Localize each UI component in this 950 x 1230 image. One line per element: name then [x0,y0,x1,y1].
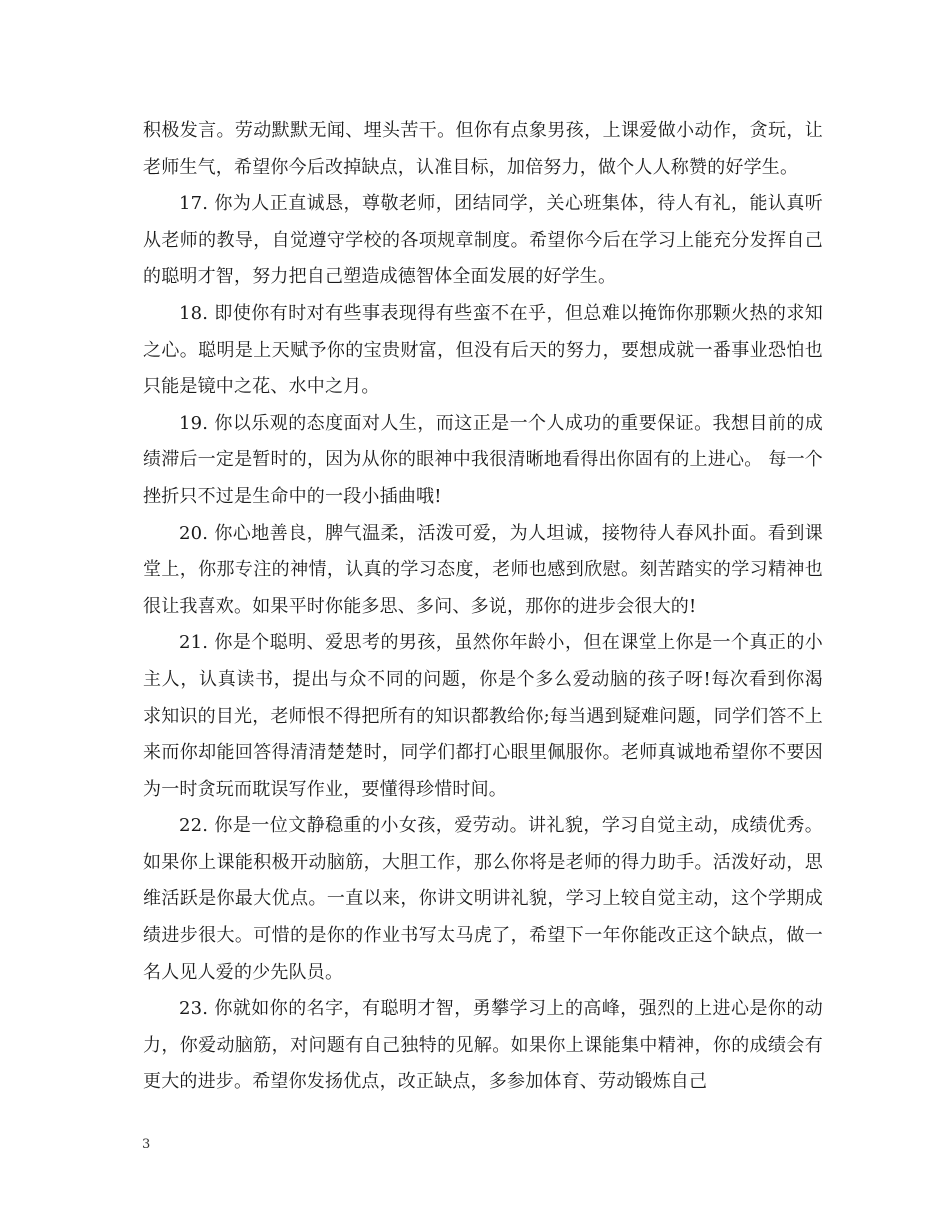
document-body [143,113,823,1101]
paragraph-continuation: 积极发言。劳动默默无闻、埋头苦干。但你有点象男孩，上课爱做小动作，贪玩，让老师生气，希望你今后改掉缺点，认准目标，加倍努力，做个人人称赞的好学生。 [143,120,823,178]
paragraph-item-22: 22. 你是一位文静稳重的小女孩，爱劳动。讲礼貌，学习自觉主动，成绩优秀。如果你上课能积极开动脑筋，大胆工作，那么你将是老师的得力助手。活泼好动，思维活跃是你最大优点。一直以来，你讲文明讲礼貌，学习上较自觉主动，这个学期成绩进步很大。可惜的是你的作业书写太马虎了，希望下一年你能改正这个缺点，做一名人见人爱的少先队员。 [143,815,823,983]
paragraph-item-21: 21. 你是个聪明、爱思考的男孩，虽然你年龄小，但在课堂上你是一个真正的小主人，认真读书，提出与众不同的问题，你是个多么爱动脑的孩子呀!每次看到你渴求知识的目光，老师恨不得把所有的知识都教给你;每当遇到疑难问题，同学们答不上来而你却能回答得清清楚楚时，同学们都打心眼里佩服你。老师真诚地希望你不要因为一时贪玩而耽误写作业，要懂得珍惜时间。 [143,632,823,800]
paragraph-item-17: 17. 你为人正直诚恳，尊敬老师，团结同学，关心班集体，待人有礼，能认真听从老师的教导，自觉遵守学校的各项规章制度。希望你今后在学习上能充分发挥自己的聪明才智，努力把自己塑造成德智体全面发展的好学生。 [143,193,823,288]
page-number: 3 [142,1137,151,1152]
paragraph-item-19: 19. 你以乐观的态度面对人生，而这正是一个人成功的重要保证。我想目前的成绩滞后一定是暂时的，因为从你的眼神中我很清晰地看得出你固有的上进心。 每一个挫折只不过是生命中的一段小插曲哦! [143,412,823,507]
paragraph-item-18: 18. 即使你有时对有些事表现得有些蛮不在乎，但总难以掩饰你那颗火热的求知之心。聪明是上天赋予你的宝贵财富，但没有后天的努力，要想成就一番事业恐怕也只能是镜中之花、水中之月。 [143,302,823,398]
paragraph-item-23: 23. 你就如你的名字，有聪明才智，勇攀学习上的高峰，强烈的上进心是你的动力，你爱动脑筋，对问题有自己独特的见解。如果你上课能集中精神，你的成绩会有更大的进步。希望你发扬优点，改正缺点，多参加体育、劳动锻炼自己 [143,998,823,1093]
paragraph-item-20: 20. 你心地善良，脾气温柔，活泼可爱，为人坦诚，接物待人春风扑面。看到课堂上，你那专注的神情，认真的学习态度，老师也感到欣慰。刻苦踏实的学习精神也很让我喜欢。如果平时你能多思、多问、多说，那你的进步会很大的! [143,522,823,617]
